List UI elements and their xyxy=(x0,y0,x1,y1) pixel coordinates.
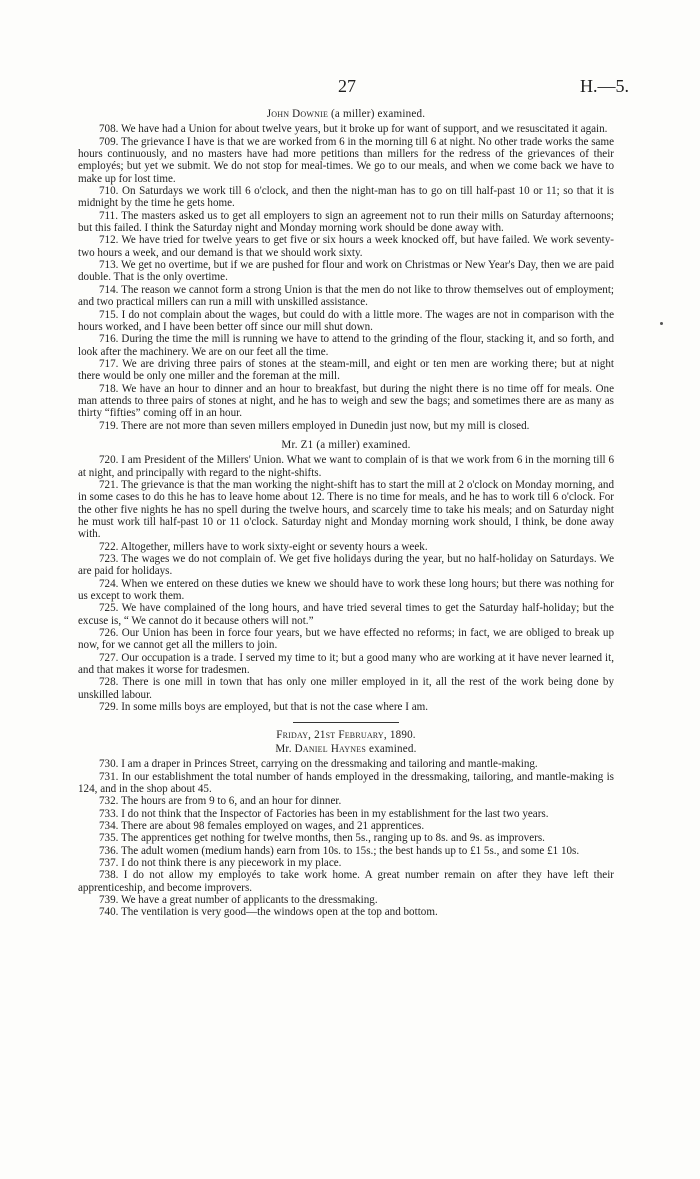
paragraph: 736. The adult women (medium hands) earn from 10s. to 15s.; the best hands up to £1 5s., and some £1 10s. xyxy=(99,844,580,857)
paragraph: 708. We have had a Union for about twelve years, but it broke up for want of support, and we resuscitated it again. xyxy=(99,123,608,136)
page-header xyxy=(0,76,700,100)
paragraph: 713. We get no overtime, but if we are pushed for flour and work on Christmas or New Year's Day, then we are paid double. That is the only overtime. xyxy=(78,259,614,284)
margin-mark xyxy=(660,322,663,325)
paragraph: 724. When we entered on these duties we knew we should have to work these long hours; but there was nothing for us except to work them. xyxy=(78,577,614,603)
paragraph: 718. We have an hour to dinner and an hour to breakfast, but during the night there is no time off for meals. One man attends to three pairs of stones at night, and he has to weigh and sew the bags; and sometimes there are as many as thirty “fifties” coming off in an hour. xyxy=(78,382,614,420)
paragraph: 732. The hours are from 9 to 6, and an hour for dinner. xyxy=(99,795,342,808)
paragraph: 725. We have complained of the long hours, and have tried several times to get the Saturday half-holiday; but the excuse is, “ We cannot do it because others will not.” xyxy=(78,602,614,627)
paragraph: 726. Our Union has been in force four years, but we have effected no reforms; in fact, we are obliged to break up now, for we cannot get all the millers to join. xyxy=(78,627,614,652)
paragraph: 717. We are driving three pairs of stones at the steam-mill, and eight or ten men are working there; but at night there would be only one miller and the foreman at the mill. xyxy=(78,357,614,383)
paragraph: 737. I do not think there is any piecework in my place. xyxy=(99,856,342,869)
paragraph: 710. On Saturdays we work till 6 o'clock, and then the night-man has to go on till half-past 10 or 11; so that it is midnight by the time he gets home. xyxy=(78,185,614,210)
paragraph: 733. I do not think that the Inspector of Factories has been in my establishment for the last two years. xyxy=(99,807,549,820)
paragraph: 728. There is one mill in town that has only one miller employed in it, all the rest of the work being done by unskilled labour. xyxy=(78,676,614,701)
section-heading-john-downie xyxy=(78,108,614,120)
paragraph: 720. I am President of the Millers' Union. What we want to complain of is that we work from 6 in the morning till 6 at night, and principally with regard to the night-shifts. xyxy=(78,454,614,479)
paragraph: 734. There are about 98 females employed on wages, and 21 apprentices. xyxy=(99,819,425,832)
paragraph: 723. The wages we do not complain of. We get five holidays during the year, but no half-holiday on Saturdays. We are paid for holidays. xyxy=(78,553,614,578)
heading-prefix: Mr. xyxy=(275,742,295,755)
paragraph: 729. In some mills boys are employed, but that is not the case where I am. xyxy=(99,701,429,714)
paragraph: 722. Altogether, millers have to work sixty-eight or seventy hours a week. xyxy=(99,540,428,553)
section-heading-daniel-haynes xyxy=(78,743,614,755)
heading-suffix: (a miller) examined. xyxy=(328,108,426,120)
paragraph: 738. I do not allow my employés to take work home. A great number remain on after they have left their apprenticeship, and become improvers. xyxy=(78,869,614,894)
paragraph: 716. During the time the mill is running we have to attend to the grinding of the flour, stacking it, and so forth, and look after the machinery. We are on our feet all the time. xyxy=(78,333,614,358)
date-heading: Friday, 21st February, 1890. xyxy=(276,728,416,741)
paragraph: 735. The apprentices get nothing for twelve months, then 5s., ranging up to 8s. and 9s. as improvers. xyxy=(99,832,545,845)
paragraph: 714. The reason we cannot form a strong Union is that the men do not like to throw themselves out of employment; and two practical millers can run a mill with unskilled assistance. xyxy=(78,283,614,309)
witness-name: Daniel Haynes xyxy=(294,742,366,755)
witness-name: John Downie xyxy=(266,108,329,120)
paragraph: 740. The ventilation is very good—the windows open at the top and bottom. xyxy=(99,906,438,919)
paragraph: 709. The grievance I have is that we are worked from 6 in the morning till 6 at night. No other trade works the same hours continuously, and no masters have had more petitions than millers for the redress of the grievances of their employés; but yet we submit. We do not stop for meal-times. We go to our meals, and when we come back we have to make up for lost time. xyxy=(78,135,614,185)
heading-text: Mr. Z1 (a miller) examined. xyxy=(281,438,411,451)
paragraph: 727. Our occupation is a trade. I served my time to it; but a good many who are working at it have never learned it, and that makes it worse for tradesmen. xyxy=(78,651,614,677)
document-reference: H.—5. xyxy=(580,76,629,96)
section-divider xyxy=(293,722,399,723)
paragraph: 731. In our establishment the total number of hands employed in the dressmaking, tailoring, and mantle-making is 124, and in the shop about 45. xyxy=(78,770,614,795)
paragraph: 715. I do not complain about the wages, but could do with a little more. The wages are not in comparison with the hours worked, and I have been better off since our mill shut down. xyxy=(78,308,614,333)
paragraph: 719. There are not more than seven millers employed in Dunedin just now, but my mill is closed. xyxy=(99,419,530,432)
paragraph: 711. The masters asked us to get all employers to sign an agreement not to run their mills on Saturday afternoons; but this failed. I think the Saturday night and Monday morning work should be done away with. xyxy=(78,209,614,235)
section-heading-z1 xyxy=(78,439,614,451)
paragraph: 739. We have a great number of applicants to the dressmaking. xyxy=(99,893,378,906)
paragraph: 730. I am a draper in Princes Street, carrying on the dressmaking and tailoring and mantle-making. xyxy=(99,758,538,771)
page-number: 27 xyxy=(338,76,356,96)
page-body xyxy=(78,106,614,919)
paragraph: 712. We have tried for twelve years to get five or six hours a week knocked off, but have failed. We work seventy-two hours a week, and our demand is that we should work sixty. xyxy=(78,234,614,259)
paragraph: 721. The grievance is that the man working the night-shift has to start the mill at 2 o'clock on Monday morning, and in some cases to do this he has to leave home about 12. There is no time for meals, and he has to work till 6 o'clock. For the other five nights he has no spell during the twelve hours, and scarcely time to take his meals; and on Saturday night he must work till half-past 10 or 11 o'clock. Saturday night and Monday morning work should, I think, be done away with. xyxy=(78,478,614,541)
heading-suffix: examined. xyxy=(365,742,417,755)
